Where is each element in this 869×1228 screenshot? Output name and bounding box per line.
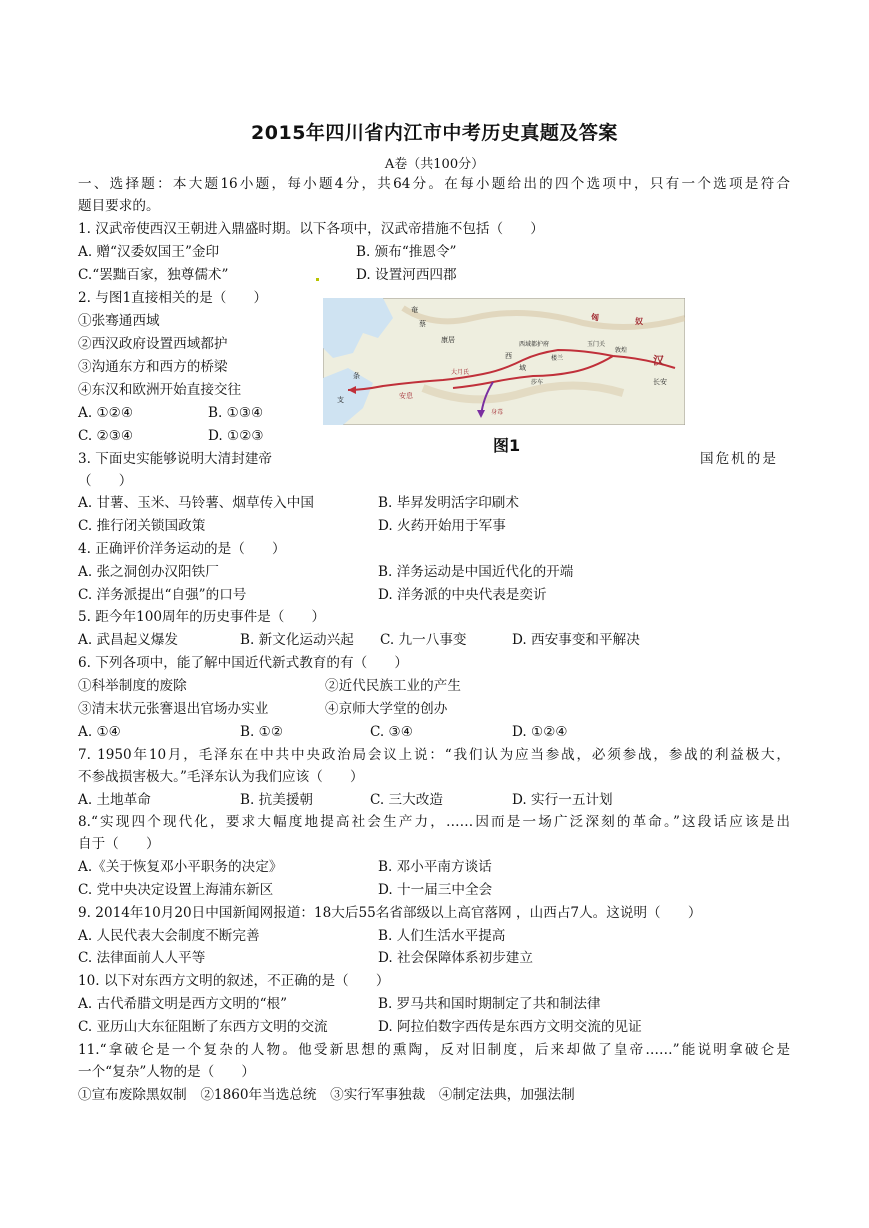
question-2-item-4: ④东汉和欧洲开始直接交往 [78,382,242,398]
question-2-option-a: A. ①②④ [78,405,134,421]
question-6-option-a: A. ①④ [78,724,121,740]
map-label-zhi: 支 [337,396,344,404]
question-7-stem-line1: 7. 1950年10月，毛泽东在中共中央政治局会议上说：“我们认为应当参战，必须参战，参战的利益极大， [78,747,790,763]
question-9-stem: 9. 2014年10月20日中国新闻网报道：18大后55名省部级以上高官落网 ，山西占7人。这说明（ ） [78,905,702,921]
question-3-option-c: C. 推行闭关锁国政策 [78,518,206,534]
question-9-option-d: D. 社会保障体系初步建立 [378,950,533,966]
map-label-shache: 莎车 [531,379,544,386]
question-4-stem: 4. 正确评价洋务运动的是（ ） [78,541,286,557]
document-subtitle: A卷（共100分） [384,157,485,172]
section-instructions-line1: 一、选择题：本大题16小题，每小题4分，共64分。在每小题给出的四个选项中，只有一个选项是符合 [78,176,790,192]
question-2-item-1: ①张骞通西域 [78,313,160,329]
question-7-option-b: B. 抗美援朝 [240,792,314,808]
map-label-dayuezhi: 大月氏 [451,369,470,376]
scan-speck [316,278,319,281]
question-5-option-a: A. 武昌起义爆发 [78,632,179,648]
map-label-tiao: 条 [353,372,360,380]
section-instructions-line2: 题目要求的。 [78,198,160,214]
map-label-shendu: 身毒 [491,409,504,416]
document-title: 2015年四川省内江市中考历史真题及答案 [251,122,618,144]
question-6-option-d: D. ①②④ [512,724,568,740]
question-6-option-b: B. ①② [240,724,284,740]
map-label-changan: 长安 [653,378,667,386]
question-6-stem: 6. 下列各项中，能了解中国近代新式教育的有（ ） [78,655,408,671]
question-11-stem-line2: 一个“复杂”人物的是（ ） [78,1064,256,1080]
question-1-stem: 1. 汉武帝使西汉王朝进入鼎盛时期。以下各项中，汉武帝措施不包括（ ） [78,221,544,237]
map-label-han: 汉 [653,354,664,367]
question-4-option-b: B. 洋务运动是中国近代化的开端 [378,564,574,580]
question-7-option-c: C. 三大改造 [370,792,443,808]
question-10-option-d: D. 阿拉伯数字西传是东西方文明交流的见证 [378,1019,642,1035]
map-label-dunhuang: 敦煌 [615,347,628,354]
question-3-stem-right: 国危机的是 [700,451,778,467]
question-8-option-d: D. 十一届三中全会 [378,882,493,898]
map-label-nu: 奴 [635,316,643,326]
question-10-stem: 10. 以下对东西方文明的叙述，不正确的是（ ） [78,973,390,989]
question-2-stem: 2. 与图1直接相关的是（ ） [78,290,268,306]
map-label-cai: 蔡 [419,320,426,328]
question-6-option-c: C. ③④ [370,724,413,740]
question-2-option-d: D. ①②③ [208,428,264,444]
question-1-option-a: A. 赠“汉委奴国王”金印 [78,244,220,260]
map-label-yumen: 玉门关 [587,341,606,348]
question-9-option-c: C. 法律面前人人平等 [78,950,206,966]
question-9-option-a: A. 人民代表大会制度不断完善 [78,928,260,944]
question-10-option-c: C. 亚历山大东征阻断了东西方文明的交流 [78,1019,328,1035]
question-3-option-a: A. 甘薯、玉米、马铃薯、烟草传入中国 [78,495,314,511]
map-label-xi: 西 [505,352,512,360]
question-5-option-d: D. 西安事变和平解决 [512,632,640,648]
question-2-item-3: ③沟通东方和西方的桥梁 [78,359,228,375]
question-4-option-c: C. 洋务派提出“自强”的口号 [78,587,247,603]
map-label-anxi: 安息 [399,392,413,400]
question-3-option-b: B. 毕昇发明活字印刷术 [378,495,519,511]
question-8-option-a: A.《关于恢复邓小平职务的决定》 [78,859,283,875]
question-1-option-d: D. 设置河西四郡 [356,267,457,283]
question-1-option-b: B. 颁布“推恩令” [356,244,457,260]
question-8-stem-line2: 自于（ ） [78,836,160,852]
question-4-option-a: A. 张之洞创办汉阳铁厂 [78,564,219,580]
question-8-stem-line1: 8.“实现四个现代化，要求大幅度地提高社会生产力，……因而是一场广泛深刻的革命。”这段话应该是出 [78,814,790,830]
question-3-stem-left: 3. 下面史实能够说明大清封建帝 [78,451,273,467]
question-8-option-c: C. 党中央决定设置上海浦东新区 [78,882,274,898]
question-7-stem-line2: 不参战损害极大。”毛泽东认为我们应该（ ） [78,769,364,785]
question-6-item-2: ②近代民族工业的产生 [325,678,461,694]
map-label-xiong: 匈 [591,312,599,322]
question-6-item-4: ④京师大学堂的创办 [325,701,448,717]
question-7-option-d: D. 实行一五计划 [512,792,613,808]
silk-road-map [323,298,685,425]
question-11-items: ①宣布废除黑奴制 ②1860年当选总统 ③实行军事独裁 ④制定法典，加强法制 [78,1087,575,1103]
question-5-option-c: C. 九一八事变 [380,632,467,648]
question-3-stem-continued: （ ） [78,473,133,489]
question-11-stem-line1: 11.“拿破仑是一个复杂的人物。他受新思想的熏陶，反对旧制度，后来却做了皇帝……”能说明拿破仑是 [78,1042,790,1058]
question-2-option-c: C. ②③④ [78,428,134,444]
map-label-kangju: 康居 [441,336,455,344]
question-6-item-1: ①科举制度的废除 [78,678,187,694]
question-2-item-2: ②西汉政府设置西域都护 [78,336,228,352]
question-6-item-3: ③清末状元张謇退出官场办实业 [78,701,269,717]
question-5-option-b: B. 新文化运动兴起 [240,632,354,648]
figure-1-label: 图1 [493,436,521,455]
question-10-option-a: A. 古代希腊文明是西方文明的“根” [78,996,288,1012]
question-4-option-d: D. 洋务派的中央代表是奕䜣 [378,587,547,603]
map-label-north: 奄 [411,306,418,314]
question-1-option-c: C.“罢黜百家，独尊儒术” [78,267,229,283]
question-10-option-b: B. 罗马共和国时期制定了共和制法律 [378,996,601,1012]
question-7-option-a: A. 土地革命 [78,792,151,808]
map-label-yu: 域 [519,364,526,372]
question-8-option-b: B. 邓小平南方谈话 [378,859,492,875]
map-label-loulan: 楼兰 [551,355,564,362]
question-3-option-d: D. 火药开始用于军事 [378,518,506,534]
question-5-stem: 5. 距今年100周年的历史事件是（ ） [78,609,326,625]
map-label-xiyu-duhufu: 西域都护府 [519,341,550,348]
question-2-option-b: B. ①③④ [208,405,264,421]
question-9-option-b: B. 人们生活水平提高 [378,928,506,944]
